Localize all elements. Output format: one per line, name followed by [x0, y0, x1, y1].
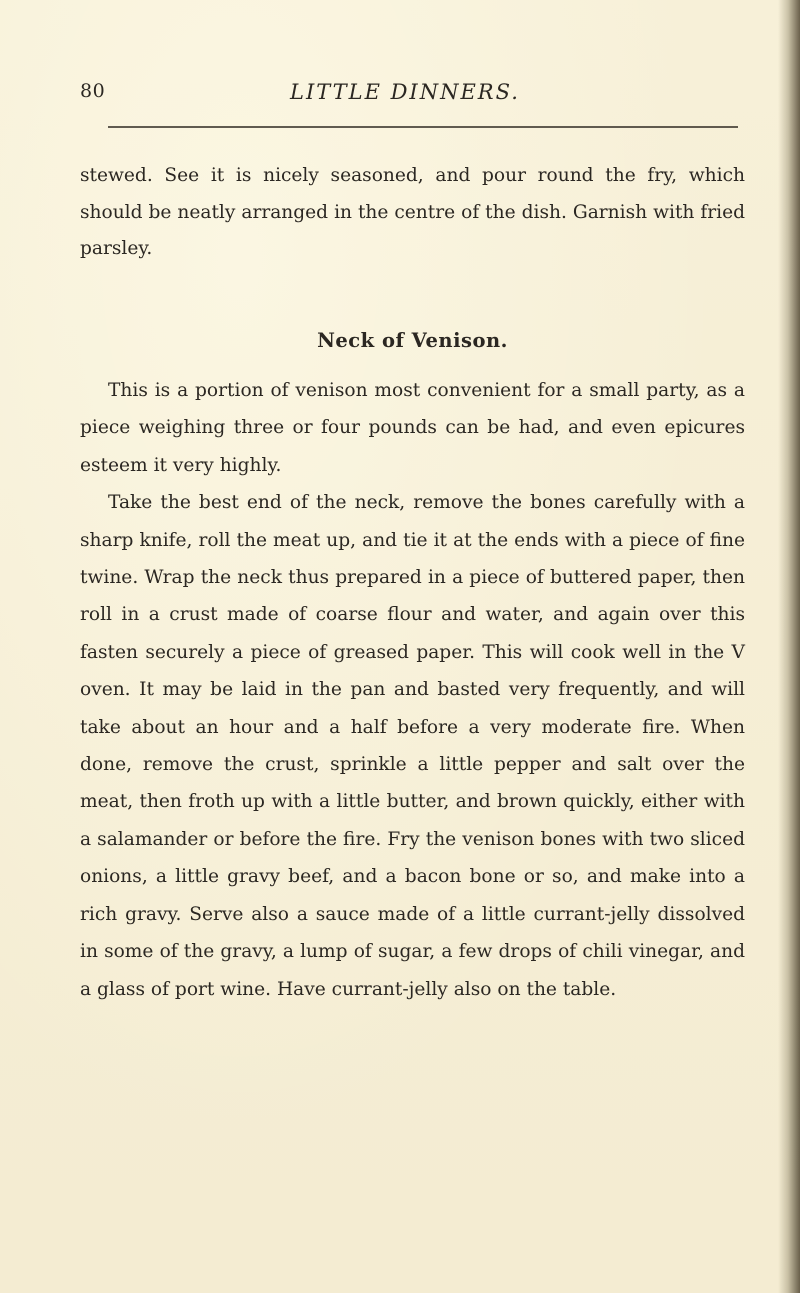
section-heading: Neck of Venison. — [317, 329, 508, 352]
page-header — [80, 80, 740, 110]
section-body — [80, 372, 745, 1008]
header-rule — [108, 126, 738, 128]
continuation-paragraph: stewed. See it is nicely seasoned, and pour round the fry, which should be neatly arranged in the centre of the dish. Garnish with fried parsley. — [80, 165, 745, 260]
page-edge-shadow — [778, 0, 800, 1293]
page-number: 80 — [80, 80, 106, 102]
section-paragraph-1: This is a portion of venison most convenient for a small party, as a piece weighing three or four pounds can be had, and even epicures esteem it very highly. — [80, 380, 745, 476]
running-title: LITTLE DINNERS. — [290, 80, 520, 104]
continuation-text — [80, 158, 745, 268]
section-paragraph-2: Take the best end of the neck, remove the bones carefully with a sharp knife, roll the meat up, and tie it at the ends with a piece of fine twine. Wrap the neck thus prepared in a piece of buttered paper, then roll in a crust made of coarse flour and water, and again over this fasten securely a piece of greased paper. This will cook well in the V oven. It may be laid in the pan and basted very frequently, and will take about an hour and a half before a very moderate fire. When done, remove the crust, sprinkle a little pepper and salt over the meat, then froth up with a little butter, and brown quickly, either with a salamander or before the fire. Fry the venison bones with two sliced onions, a little gravy beef, and a bacon bone or so, and make into a rich gravy. Serve also a sauce made of a little currant-jelly dissolved in some of the gravy, a lump of sugar, a few drops of chili vinegar, and a glass of port wine. Have currant-jelly also on the table. — [80, 492, 745, 1000]
